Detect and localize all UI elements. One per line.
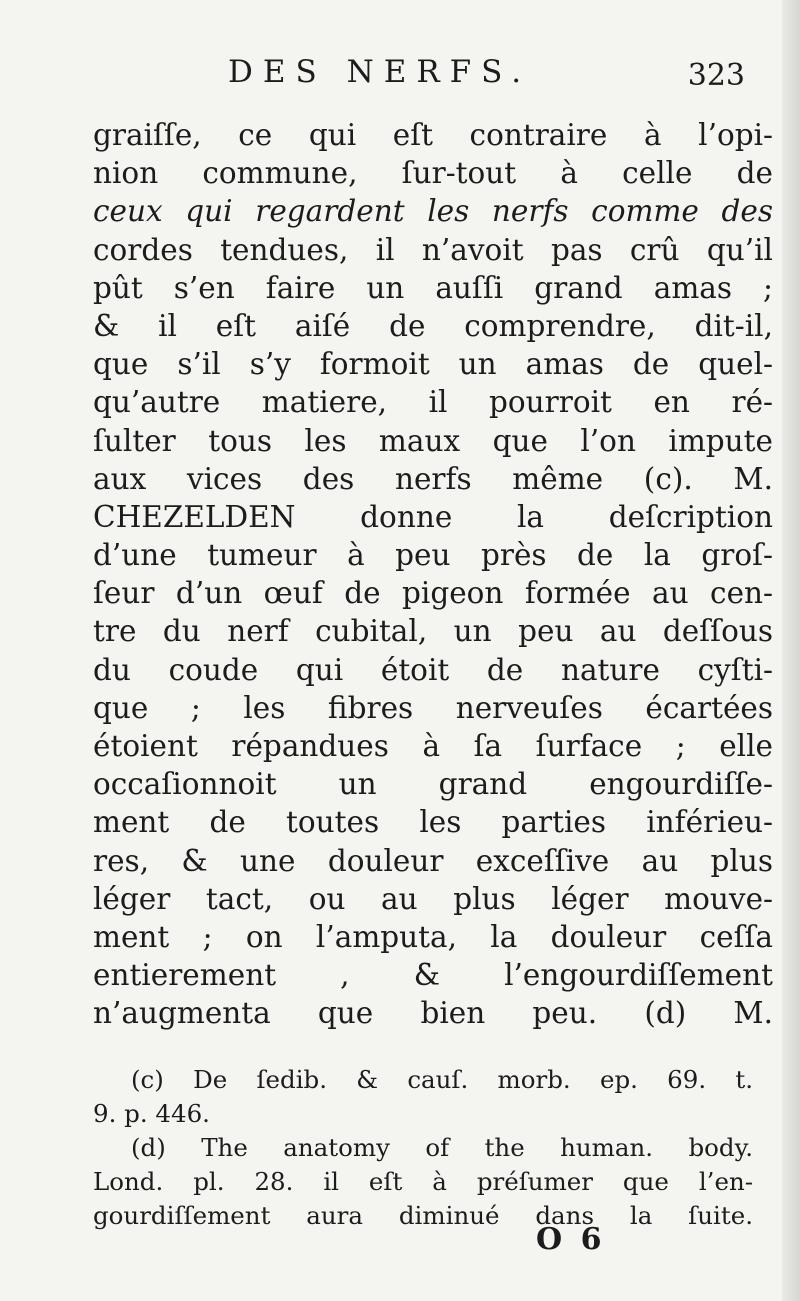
text-line: nion commune, ſur-tout à celle de: [93, 156, 773, 191]
text-line: d’une tumeur à peu près de la groſ-: [93, 538, 773, 573]
page-number: 323: [687, 58, 745, 93]
footnote-line: Lond. pl. 28. il eſt à préſumer que l’en-: [93, 1167, 753, 1196]
page-header: [0, 52, 800, 92]
running-head: DES NERFS.: [228, 54, 532, 90]
page-edge: [782, 0, 800, 1301]
text-line: pût s’en faire un auſſi grand amas ;: [93, 270, 773, 305]
text-line: léger tact, ou au plus léger mouve-: [93, 881, 773, 916]
footnote-line: gourdiſſement aura diminué dans la ſuite.: [93, 1201, 753, 1230]
text-line: entierement , & l’engourdiſſement: [93, 958, 773, 993]
text-line: res, & une douleur exceſſive au plus: [93, 843, 773, 878]
text-line: tre du nerf cubital, un peu au deſſous: [93, 614, 773, 649]
main-text: [93, 116, 773, 1033]
footnote-line: (d) The anatomy of the human. body.: [131, 1133, 753, 1162]
text-line: aux vices des nerfs même (c). M.: [93, 461, 773, 496]
signature-mark: O 6: [536, 1222, 606, 1257]
text-line: graiſſe, ce qui eſt contraire à l’opi-: [93, 118, 773, 152]
text-line: ceux qui regardent les nerfs comme des: [93, 194, 773, 229]
text-line: CHEZELDEN donne la deſcription: [93, 499, 773, 534]
text-line: & il eſt aiſé de comprendre, dit-il,: [93, 308, 773, 343]
text-line: que s’il s’y formoit un amas de quel-: [93, 347, 773, 382]
footnote-line: 9. p. 446.: [93, 1099, 210, 1128]
text-line: qu’autre matiere, il pourroit en ré-: [93, 385, 773, 420]
text-line: ment de toutes les parties inférieu-: [93, 805, 773, 840]
text-line: occaſionnoit un grand engourdiſſe-: [93, 767, 773, 802]
text-line: que ; les fibres nerveuſes écartées: [93, 690, 773, 725]
text-line: du coude qui étoit de nature cyſti-: [93, 652, 773, 687]
text-line: ment ; on l’amputa, la douleur ceſſa: [93, 919, 773, 954]
text-line: étoient répandues à ſa ſurface ; elle: [93, 729, 773, 763]
text-line: n’augmenta que bien peu. (d) M.: [93, 996, 773, 1031]
footnotes: [93, 1063, 753, 1233]
text-line: ſeur d’un œuf de pigeon formée au cen-: [93, 576, 773, 611]
text-line: ſulter tous les maux que l’on impute: [93, 423, 773, 458]
footnote-line: (c) De ſedib. & cauſ. morb. ep. 69. t.: [131, 1065, 753, 1094]
text-line: cordes tendues, il n’avoit pas crû qu’il: [93, 232, 773, 267]
